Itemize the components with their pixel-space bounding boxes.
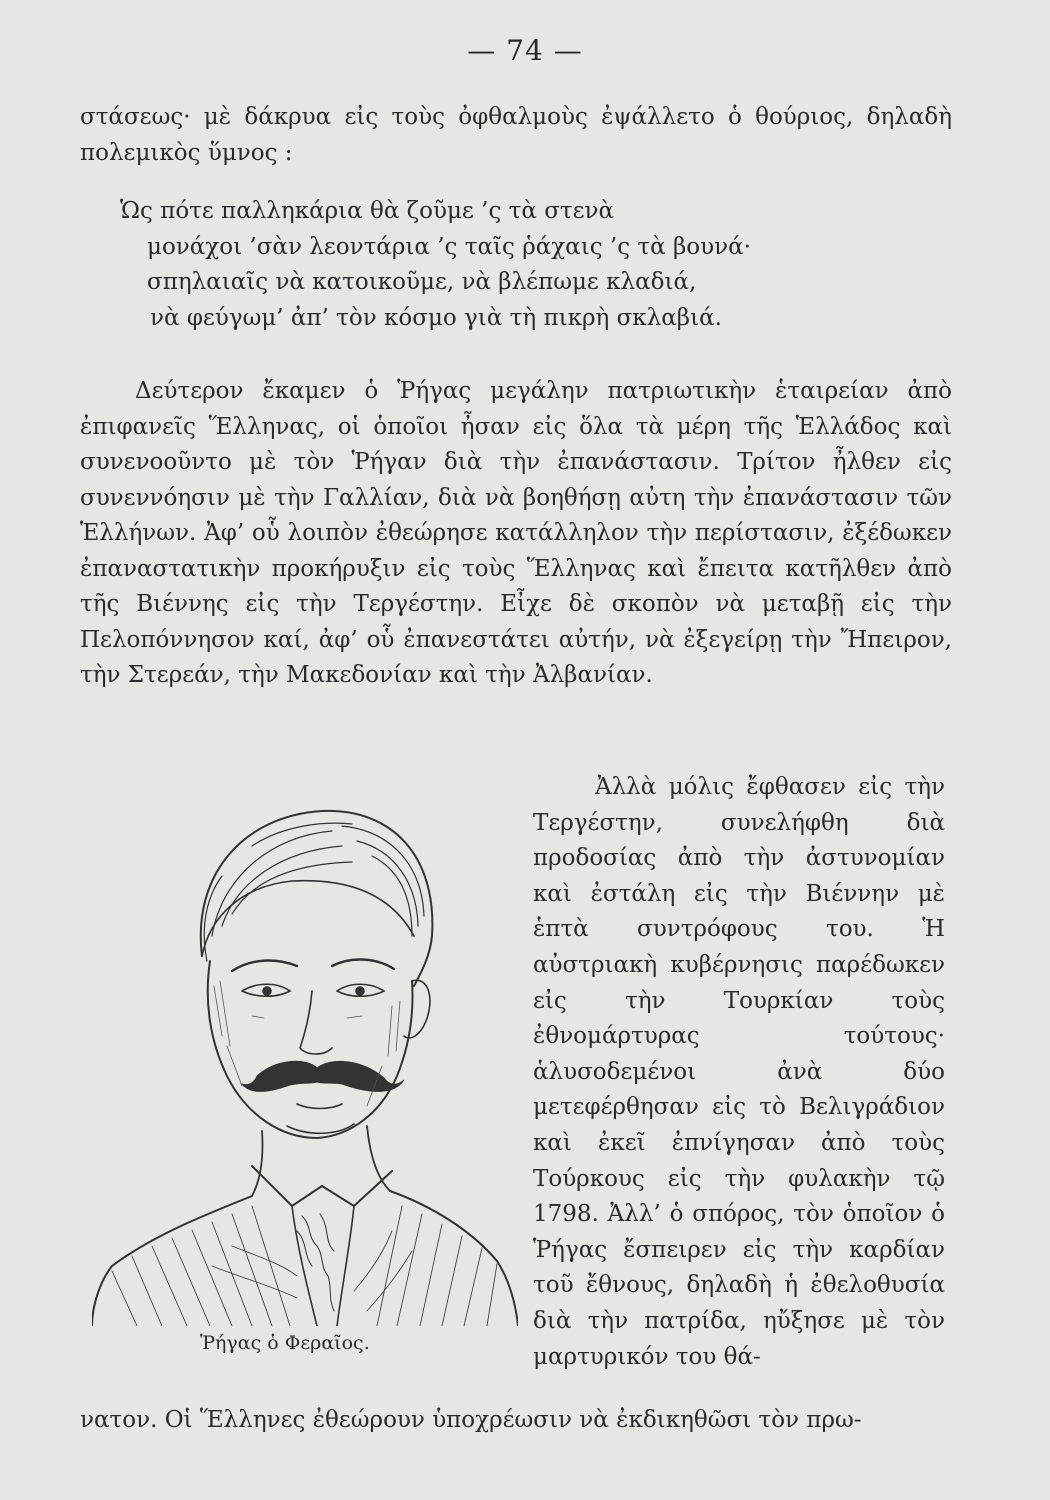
- main-paragraph-text: Δεύτερον ἔκαμεν ὁ Ῥήγας μεγάλην πατριωτικὴν ἑταιρείαν ἀπὸ ἐπιφανεῖς Ἕλληνας, οἱ ὁποῖοι ἦσαν εἰς ὅλα τὰ μέρη τῆς Ἑλλάδος καὶ συνενοοῦντο μὲ τὸν Ῥήγαν διὰ τὴν ἐπανάστασιν. Τρίτον ἦλθεν εἰς συνεννόησιν μὲ τὴν Γαλλίαν, διὰ νὰ βοηθήσῃ αὐτη τὴν ἐπανάστασιν τῶν Ἑλλήνων. Ἀφ’ οὗ λοιπὸν ἐθεώρησε κατάλληλον τὴν περίστασιν, ἐξέδωκεν ἐπαναστατικὴν προκήρυξιν εἰς τοὺς Ἕλληνας καὶ ἔπειτα κατῆλθεν ἀπὸ τῆς Βιέννης εἰς τὴν Τεργέστην. Εἶχε δὲ σκοπὸν νὰ μεταβῇ εἰς τὴν Πελοπόννησον καί, ἀφ’ οὗ ἐπανεστάτει αὐτήν, νὰ ἐξεγείρῃ τὴν Ἤπειρον, τὴν Στερεάν, τὴν Μακεδονίαν καὶ τὴν Ἀλβανίαν.: [80, 378, 952, 688]
- final-line: νατον. Οἱ Ἕλληνες ἐθεώρουν ὑποχρέωσιν νὰ ἐκδικηθῶσι τὸν πρω-: [80, 1407, 862, 1433]
- intro-text: στάσεως· μὲ δάκρυα εἰς τοὺς ὀφθαλμοὺς ἐψάλλετο ὁ θούριος, δηλαδὴ πολεμικὸς ὕμνος :: [80, 104, 952, 166]
- verse-line: σπηλαιαῖς νὰ κατοικοῦμε, νὰ βλέπωμε κλαδιά,: [147, 269, 697, 295]
- verse-line: νὰ φεύγωμ’ ἀπ’ τὸν κόσμο γιὰ τὴ πικρὴ σκλαβιά.: [150, 304, 722, 331]
- main-paragraph: [80, 374, 952, 694]
- side-paragraph-text: Ἀλλὰ μόλις ἔφθασεν εἰς τὴν Τεργέστην, συνελήφθη διὰ προδοσίας ἀπὸ τὴν ἀστυνομίαν καὶ ἐστάλη εἰς τὴν Βιέννην μὲ ἑπτὰ συντρόφους του. Ἡ αὐστριακὴ κυβέρνησις παρέδωκεν εἰς τὴν Τουρκίαν τοὺς ἐθνομάρτυρας τούτους· ἁλυσοδεμένοι ἀνὰ δύο μετεφέρθησαν εἰς τὸ Βελιγράδιον καὶ ἐκεῖ ἐπνίγησαν ἀπὸ τοὺς Τούρκους εἰς τὴν φυλακὴν τῷ 1798. Ἀλλ’ ὁ σπόρος, τὸν ὁποῖον ὁ Ῥήγας ἔσπειρεν εἰς τὴν καρδίαν τοῦ ἔθνους, δηλαδὴ ἡ ἐθελοθυσία διὰ τὴν πατρίδα, ηὔξησε μὲ τὸν μαρτυρικόν του θά-: [533, 774, 945, 1370]
- page-number: — 74 —: [467, 34, 583, 67]
- verse-line: Ὡς πότε παλληκάρια θὰ ζοῦμε ’ς τὰ στενὰ: [120, 198, 615, 224]
- portrait-engraving: [92, 786, 518, 1326]
- side-paragraph: [533, 770, 945, 1375]
- verse-block: [120, 194, 751, 336]
- portrait-caption: Ῥήγας ὁ Φεραῖος.: [200, 1332, 370, 1354]
- intro-paragraph: [80, 100, 952, 171]
- verse-line: μονάχοι ’σὰν λεοντάρια ’ς ταῖς ῥάχαις ’ς τὰ βουνά·: [147, 233, 751, 260]
